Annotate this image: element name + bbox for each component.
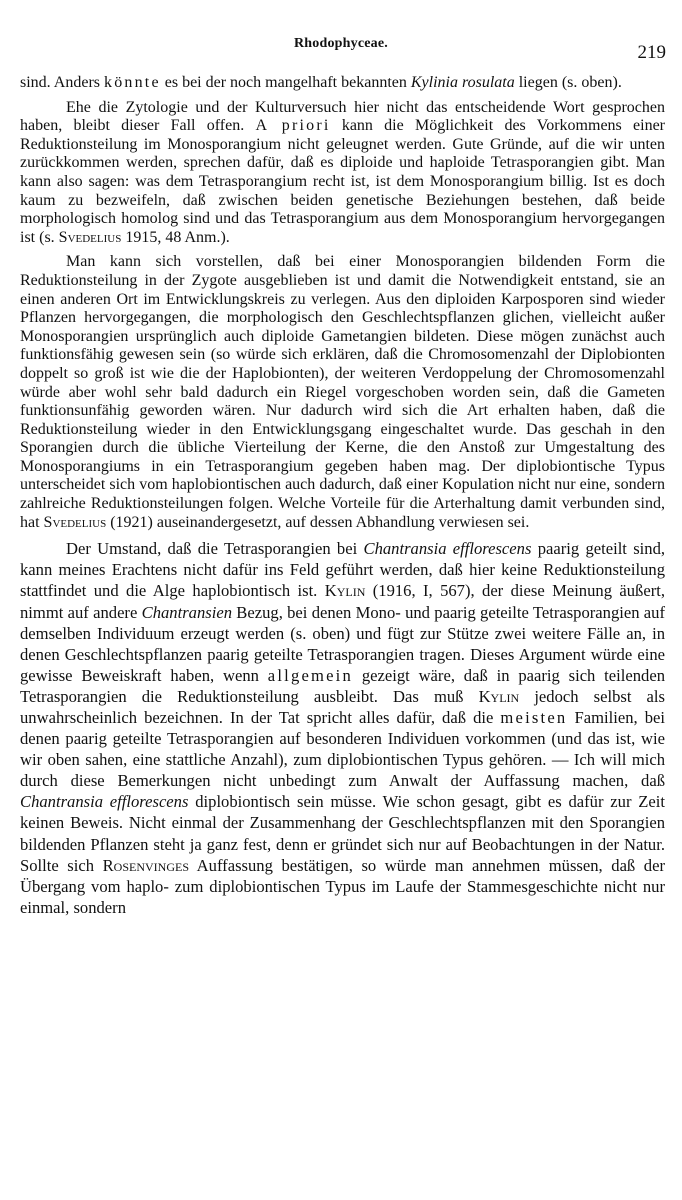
author-name: Rosenvinges [102, 855, 190, 875]
italic-term: Chantransia efflorescens [363, 539, 532, 559]
body-text [20, 74, 665, 918]
text-run: paarig geteilt sind, kann meines Erachtens nicht dafür ins Feld geführt werden, daß hier keine Reduktionsteilung stattfindet und die Alge haplobiontisch ist. [20, 539, 666, 601]
text-run: 1915, 48 Anm.). [121, 228, 230, 246]
author-name: Svedelius [58, 228, 122, 246]
running-head [0, 36, 682, 63]
text-run: Familien, bei denen paarig geteilte Tetrasporangien auf besonderen Individuen vorkommen (und das ist, wie wir oben sahen, eine stattliche Anzahl), zum diplobiontischen Typus gehören. — Ich will mich durch diese Bemerkungen nicht unbedingt zum Anwalt der Auffassung machen, daß [20, 708, 665, 791]
text-run: (1916, I, 567), der diese Meinung äußert, nimmt auf andere [20, 581, 665, 622]
emphasized-text: A priori [255, 117, 331, 135]
text-run: diplobiontisch sein müsse. Wie schon gesagt, gibt es dafür zur Zeit keinen Beweis. Nicht einmal der Zusammenhang der Geschlechtspflanzen mit den Sporangien bildenden Pflanzen steht ja ganz fest, denn er gründet sich nur auf Beobachtungen in der Natur. Sollte sich [20, 792, 666, 875]
text-run: Der Umstand, daß die Tetrasporangien bei [66, 539, 364, 559]
text-run: Ehe die Zytologie und der Kulturversuch hier nicht das entscheidende Wort gesprochen haben, bleibt dieser Fall offen. [20, 98, 665, 135]
author-name: Kylin [478, 686, 520, 706]
text-run: Bezug, bei denen Mono- und paarig geteilte Tetrasporangien auf demselben Individuum erzeugt werden (s. oben) und fügt zur Stütze zwei weitere Fälle an, in denen Geschlechtspflanzen paarig geteilte Tetrasporangien tragen. Dieses Argument würde eine gewisse Beweiskraft haben, wenn [20, 602, 665, 685]
text-run: kann die Möglichkeit des Vorkommens einer Reduktionsteilung im Monosporangium nicht geleugnet werden. Gute Gründe, auf die wir unten zurückkommen werden, sprechen dafür, daß es diploide und haploide Tetrasporangien gibt. Man kann also sagen: was dem Tetrasporangium recht ist, ist dem Monosporangium billig. Ist es doch kaum zu bezweifeln, daß zwischen beiden genetische Beziehungen bestehen, daß beide morphologisch homolog sind und das Tetrasporangium aus dem Monosporangium hervorgegangen ist (s. [20, 117, 665, 246]
emphasized-text: meisten [500, 708, 568, 727]
text-run: Auffassung bestätigen, so würde man annehmen müssen, daß der Übergang vom haplo- zum diplobiontischen Typus im Laufe der Stammesgeschichte nicht nur einmal, sondern [20, 855, 665, 917]
running-title: Rhodophyceae. [294, 36, 388, 51]
emphasized-text: allgemein [267, 665, 353, 685]
paragraph-3 [20, 253, 665, 532]
author-name: Svedelius [43, 513, 107, 531]
paragraph-2 [20, 99, 665, 248]
text-run: gezeigt wäre, daß in paarig sich teilenden Tetrasporangien die Reduktionsteilung ausbleibt. Das muß [20, 665, 666, 706]
text-run: sind. Anders [20, 74, 104, 91]
page-number: 219 [637, 42, 666, 63]
text-run: (1921) auseinandergesetzt, auf dessen Abhandlung verwiesen sei. [106, 513, 530, 531]
emphasized-text: könnte [104, 74, 161, 91]
italic-term: Chantransien [141, 602, 232, 622]
author-name: Kylin [324, 581, 366, 601]
paragraph-1 [20, 74, 665, 93]
italic-term: Kylinia rosulata [410, 74, 515, 91]
paragraph-4 [20, 538, 665, 918]
text-run: liegen (s. oben). [514, 74, 622, 91]
italic-term: Chantransia efflorescens [20, 792, 189, 812]
text-run: jedoch selbst als unwahrscheinlich bezeichnen. In der Tat spricht alles dafür, daß die [20, 686, 665, 727]
text-run: Man kann sich vorstellen, daß bei einer Monosporangien bildenden Form die Reduktionsteilung in der Zygote ausgeblieben ist und damit die Notwendigkeit entstand, sie an einen anderen Ort im Entwicklungskreis zu verlegen. Aus den diploiden Karposporen sind wieder Pflanzen hervorgegangen, die morphologisch den Geschlechtspflanzen glichen, vielleicht außer Monosporangien ursprünglich auch diploide Gametangien bildeten. Diese mögen zunächst auch funktionsfähig gewesen sein (so würde sich erklären, daß die Chromosomenzahl der Diplobionten doppelt so groß ist wie die der Haplobionten), der weiteren Verdoppelung der Chromosomenzahl würde aber wohl sehr bald dadurch ein Riegel vorgeschoben worden sein, daß die Gameten funktionsunfähig geworden wären. Nur dadurch wird sich die Art erhalten haben, daß die Reduktionsteilung wieder in den Entwicklungsgang eingeschaltet wurde. Das geschah in den Sporangien durch die übliche Vierteilung der Kerne, die den Anstoß zur Umgestaltung des Monosporangiums in ein Tetrasporangium gegeben haben mag. Der diplobiontische Typus unterscheidet sich vom haplobiontischen auch dadurch, daß einer Kopulation nicht nur eine, sondern zahlreiche Reduktionsteilungen folgen. Welche Vorteile für die Arterhaltung damit verbunden sind, hat [20, 253, 665, 531]
text-run: es bei der noch mangelhaft bekannten [160, 74, 411, 91]
